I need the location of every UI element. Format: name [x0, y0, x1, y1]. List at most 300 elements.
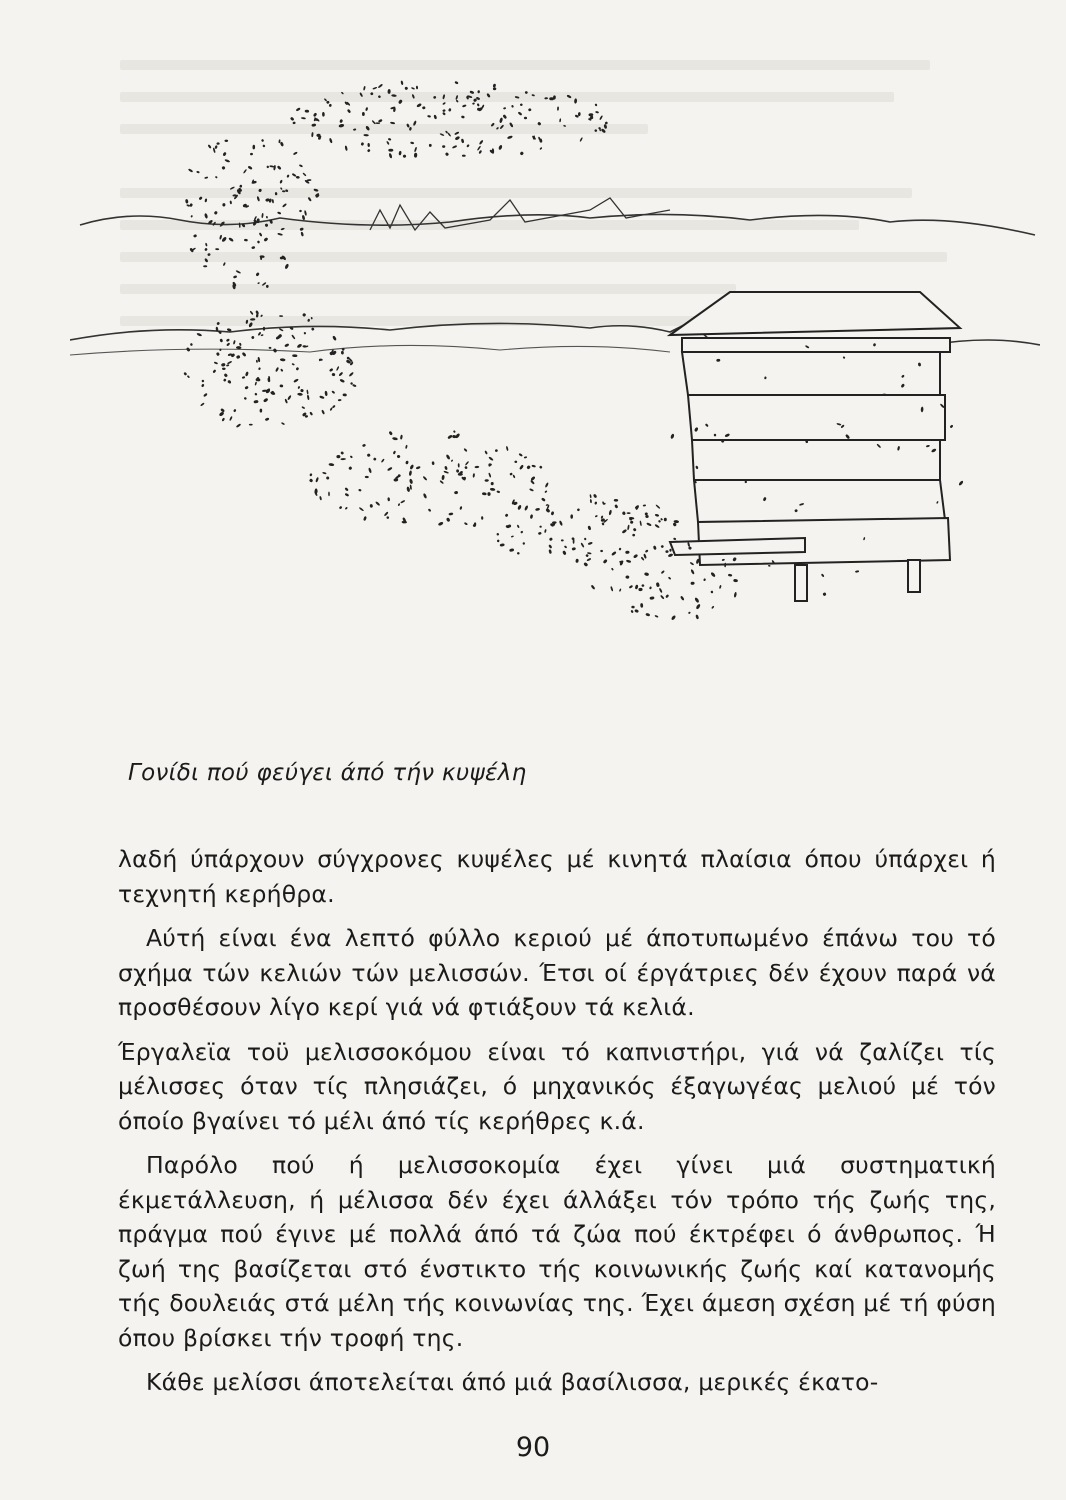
bee — [591, 584, 596, 589]
bee — [673, 537, 676, 540]
bee — [631, 606, 635, 609]
bee — [292, 354, 297, 357]
bee — [298, 386, 301, 389]
bee — [242, 376, 246, 379]
bee — [227, 361, 232, 365]
beehive — [670, 292, 960, 601]
bee — [427, 115, 431, 118]
bee — [200, 402, 205, 406]
bee — [257, 240, 260, 244]
bee — [290, 117, 295, 122]
bee — [388, 149, 393, 152]
bee — [626, 559, 631, 563]
bee — [245, 371, 249, 376]
bee — [577, 508, 580, 511]
bee — [188, 168, 193, 173]
bee — [329, 368, 334, 372]
bee — [594, 501, 597, 505]
bee — [638, 588, 643, 592]
bee — [344, 493, 349, 497]
bee — [559, 520, 563, 526]
bee — [551, 511, 555, 515]
bee — [397, 455, 401, 458]
bee — [226, 342, 230, 346]
bee — [359, 92, 363, 97]
bee — [299, 227, 304, 231]
bee — [301, 406, 305, 409]
bee — [332, 405, 336, 409]
bee — [649, 586, 652, 589]
bee — [362, 112, 365, 116]
bee — [454, 131, 459, 135]
bee — [454, 136, 460, 141]
bee — [282, 203, 287, 208]
bee — [405, 460, 409, 464]
bee — [586, 558, 591, 562]
bee — [293, 151, 298, 155]
bee — [447, 132, 451, 137]
bee — [367, 453, 371, 457]
paragraph: Αύτή είναι ένα λεπτό φύλλο κεριού μέ άποτυπωμένο έπάνω του τό σχήμα τών κελιών τών μελισσών. Έτσι οί έργάτριες δέν έχουν παρά νά προσθέσουν λίγο κερί γιά νά φτιάξουν τά κελιά. — [118, 924, 996, 1021]
bee — [580, 542, 584, 547]
bee — [595, 515, 598, 518]
bee — [643, 553, 647, 558]
bee — [303, 332, 306, 335]
bee — [428, 508, 432, 512]
bee — [339, 506, 343, 510]
bee — [413, 120, 417, 126]
bee — [282, 190, 286, 192]
bee — [442, 109, 446, 112]
bee — [455, 95, 458, 100]
bee — [226, 364, 230, 367]
bee — [311, 317, 313, 320]
bee — [324, 98, 328, 102]
bee — [363, 134, 369, 137]
bee — [381, 458, 385, 463]
bee — [259, 232, 263, 237]
bee — [456, 99, 459, 102]
bee — [328, 463, 334, 466]
bee — [640, 603, 643, 608]
bee — [509, 472, 513, 475]
bee — [392, 437, 398, 441]
bee — [398, 503, 401, 506]
bee — [263, 237, 268, 242]
bee — [275, 367, 279, 372]
bee — [466, 144, 470, 148]
bee — [387, 89, 390, 94]
bee — [680, 596, 685, 601]
bee — [324, 391, 327, 397]
bee — [250, 318, 255, 321]
bee — [477, 146, 481, 151]
bee — [388, 431, 393, 436]
bee — [198, 196, 202, 200]
bee — [321, 409, 325, 414]
bee — [215, 248, 219, 250]
bee — [245, 320, 248, 325]
bee — [506, 446, 509, 451]
bee — [632, 534, 635, 537]
bee — [387, 497, 390, 501]
bee — [339, 379, 345, 384]
bee — [635, 584, 639, 589]
bee — [578, 112, 581, 116]
bee — [665, 550, 668, 553]
bee — [302, 172, 306, 176]
bee — [204, 213, 208, 219]
bee — [622, 512, 626, 516]
bee — [367, 143, 370, 147]
bee — [524, 505, 529, 511]
bee — [442, 112, 446, 116]
bee — [625, 551, 629, 554]
bee — [645, 549, 649, 553]
bee — [463, 448, 467, 452]
bee — [233, 340, 236, 345]
bee — [587, 552, 592, 555]
bee — [273, 165, 276, 171]
bee — [665, 594, 669, 598]
bee — [365, 107, 368, 111]
bee — [589, 494, 591, 498]
paragraph: Παρόλο πού ή μελισσοκομία έχει γίνει μιά συστηματική έκμετάλλευση, ή μέλισσα δέν έχει άλλάξει τόν τρόπο τής ζωής της, πράγμα πού έγινε μέ πολλά άπό τά ζώα πού έκτρέφει ό άνθρωπος. Ή ζωή της βασίζεται στό ένστικτο τής κοινωνικής ζωής καί κατανομής τής δουλειάς στά μέλη τής κοινωνίας της. Έχει άμεση σχέση μέ τή φύση όπου βρίσκει τήν τροφή της. — [118, 1151, 996, 1352]
bee — [258, 188, 262, 192]
bee — [338, 399, 342, 401]
bee — [610, 586, 613, 592]
bee — [438, 521, 444, 526]
bee — [458, 463, 460, 467]
bee — [664, 518, 667, 522]
bee — [630, 521, 634, 524]
bee — [279, 328, 284, 332]
bee — [490, 488, 496, 492]
bee — [219, 338, 223, 342]
bee — [350, 382, 353, 385]
bee — [500, 124, 505, 129]
bee — [548, 549, 552, 554]
bee — [519, 151, 524, 156]
bee — [660, 518, 663, 521]
bee — [611, 568, 614, 571]
bee — [564, 545, 568, 548]
bee — [509, 122, 514, 128]
bee — [451, 459, 454, 462]
bee — [400, 80, 403, 85]
bee — [183, 372, 187, 376]
bee — [409, 470, 413, 476]
bee — [486, 93, 491, 98]
bee — [331, 390, 335, 394]
bee — [239, 342, 242, 346]
bee — [496, 533, 499, 536]
bee — [341, 91, 344, 94]
bee — [531, 464, 536, 467]
bee — [603, 559, 608, 564]
bee — [499, 117, 503, 123]
bee — [398, 99, 403, 104]
bee — [728, 574, 733, 577]
bee — [222, 368, 226, 370]
bee — [329, 104, 332, 108]
bee — [496, 127, 499, 130]
bee — [291, 363, 294, 366]
bee — [305, 110, 310, 113]
bee — [409, 478, 413, 484]
bee — [236, 355, 241, 359]
bee — [375, 122, 380, 124]
bee — [216, 142, 219, 145]
bee — [575, 559, 579, 563]
bee — [352, 384, 357, 387]
bee — [432, 461, 435, 465]
bee — [204, 198, 207, 202]
bee — [372, 87, 377, 90]
bee — [398, 151, 401, 156]
bee — [949, 424, 953, 428]
bee — [472, 102, 475, 105]
bee — [548, 544, 552, 549]
bee — [387, 467, 393, 472]
bee — [251, 336, 255, 340]
bee — [348, 466, 352, 470]
bee — [311, 132, 314, 137]
bee — [235, 270, 241, 274]
bee — [279, 384, 283, 387]
bee — [574, 98, 577, 103]
bee — [313, 112, 318, 117]
bee — [511, 535, 514, 537]
bee — [570, 514, 573, 518]
bee — [368, 467, 372, 473]
bee — [315, 477, 319, 483]
bee — [541, 497, 546, 502]
bee — [539, 147, 542, 150]
bee — [446, 454, 451, 460]
bee — [253, 400, 258, 404]
bee — [230, 200, 233, 204]
bee — [601, 515, 604, 519]
bee — [239, 185, 242, 188]
bee — [266, 216, 268, 219]
bee — [300, 232, 304, 237]
bee — [528, 108, 532, 112]
bee — [233, 409, 237, 413]
bee — [464, 522, 468, 526]
bee — [461, 138, 465, 143]
bee — [507, 135, 513, 139]
bee — [345, 507, 348, 510]
bee — [260, 314, 263, 317]
bee — [326, 476, 329, 479]
bee — [277, 233, 283, 236]
bee — [479, 140, 484, 145]
bee — [668, 576, 672, 579]
bee — [338, 123, 344, 127]
bee — [223, 262, 226, 266]
bee — [261, 213, 263, 218]
bee — [641, 584, 644, 587]
bee — [448, 108, 452, 112]
bee — [309, 411, 313, 415]
bee — [572, 547, 577, 551]
bee — [328, 492, 330, 497]
bee — [688, 611, 691, 614]
bee — [285, 189, 289, 192]
bee — [390, 122, 395, 125]
bee — [319, 395, 325, 399]
bee — [634, 609, 639, 613]
bee — [262, 282, 267, 286]
bee — [481, 516, 483, 520]
bee — [517, 552, 520, 555]
bee — [257, 282, 260, 284]
bee — [585, 554, 589, 558]
bee — [375, 501, 380, 506]
bee — [370, 92, 374, 96]
bee — [590, 499, 592, 503]
bee — [423, 476, 428, 481]
bee — [410, 485, 413, 490]
bee — [563, 125, 566, 127]
bee — [668, 553, 674, 558]
bee — [545, 482, 549, 488]
bee — [277, 165, 282, 170]
bee — [562, 550, 567, 555]
bee — [340, 451, 344, 455]
bee — [412, 94, 416, 99]
bee — [243, 169, 247, 174]
bee — [614, 499, 618, 502]
bee — [252, 145, 255, 150]
bee — [654, 524, 660, 529]
bee — [614, 504, 618, 509]
bee — [552, 521, 557, 524]
bee — [458, 473, 463, 476]
bee — [768, 565, 771, 567]
bee — [544, 490, 547, 493]
bee — [404, 86, 408, 90]
bee — [821, 573, 825, 577]
bee — [502, 114, 507, 119]
bee — [525, 91, 528, 94]
bee — [244, 239, 248, 242]
bee — [193, 234, 197, 238]
bee — [442, 102, 446, 105]
bee — [406, 123, 410, 128]
bee — [309, 478, 314, 483]
bee — [588, 542, 593, 546]
bee — [249, 424, 253, 426]
bee — [520, 530, 523, 533]
bee — [222, 152, 226, 157]
bee — [690, 582, 694, 585]
bee — [598, 127, 601, 129]
bee — [393, 478, 398, 482]
bee — [594, 103, 597, 106]
bee — [287, 395, 292, 401]
bee — [405, 445, 408, 449]
bee — [361, 142, 365, 146]
bee — [344, 487, 348, 491]
bee — [349, 372, 355, 377]
bee — [336, 455, 340, 458]
bee — [330, 407, 333, 411]
bee — [478, 150, 482, 154]
bee — [265, 417, 270, 421]
bee — [444, 466, 448, 471]
bee — [367, 149, 371, 153]
bee — [319, 496, 322, 501]
bee — [353, 128, 357, 131]
bee — [263, 327, 265, 331]
bee — [633, 528, 637, 532]
bee — [694, 597, 700, 603]
bee — [734, 592, 737, 598]
bee — [256, 360, 258, 363]
bee — [228, 237, 234, 242]
bee — [655, 514, 660, 518]
bee — [244, 397, 247, 400]
bee — [186, 204, 190, 207]
bee — [695, 614, 699, 619]
bee — [452, 145, 457, 149]
bee — [226, 338, 230, 342]
bee — [307, 197, 311, 202]
bee — [459, 506, 462, 510]
bee — [269, 165, 274, 167]
bee — [216, 352, 220, 356]
bee — [661, 570, 665, 574]
bee — [230, 186, 235, 190]
bee — [203, 393, 208, 398]
bee — [203, 265, 207, 267]
bee — [370, 504, 374, 508]
bee — [219, 411, 225, 417]
bee — [593, 494, 597, 499]
bee — [524, 117, 527, 120]
bee — [566, 94, 571, 98]
bee — [280, 368, 283, 372]
bee — [391, 94, 397, 97]
bee — [266, 285, 269, 288]
bee — [627, 525, 630, 531]
bee — [309, 473, 312, 477]
bee — [329, 138, 333, 144]
bee — [639, 520, 642, 526]
bee — [242, 352, 247, 357]
bee — [362, 444, 366, 448]
bee — [301, 117, 306, 120]
bee — [658, 520, 661, 523]
ground-line-2 — [70, 345, 670, 355]
bee — [439, 480, 444, 484]
bee — [190, 215, 193, 218]
bee — [215, 176, 218, 179]
bee — [268, 347, 271, 349]
bee — [503, 107, 506, 110]
bee — [400, 435, 403, 440]
bee — [338, 372, 343, 377]
bee — [347, 109, 351, 114]
bee — [307, 395, 310, 400]
bee — [416, 86, 418, 90]
bee — [958, 480, 964, 486]
bee — [690, 569, 695, 575]
bee — [498, 145, 503, 151]
bee — [222, 203, 225, 207]
